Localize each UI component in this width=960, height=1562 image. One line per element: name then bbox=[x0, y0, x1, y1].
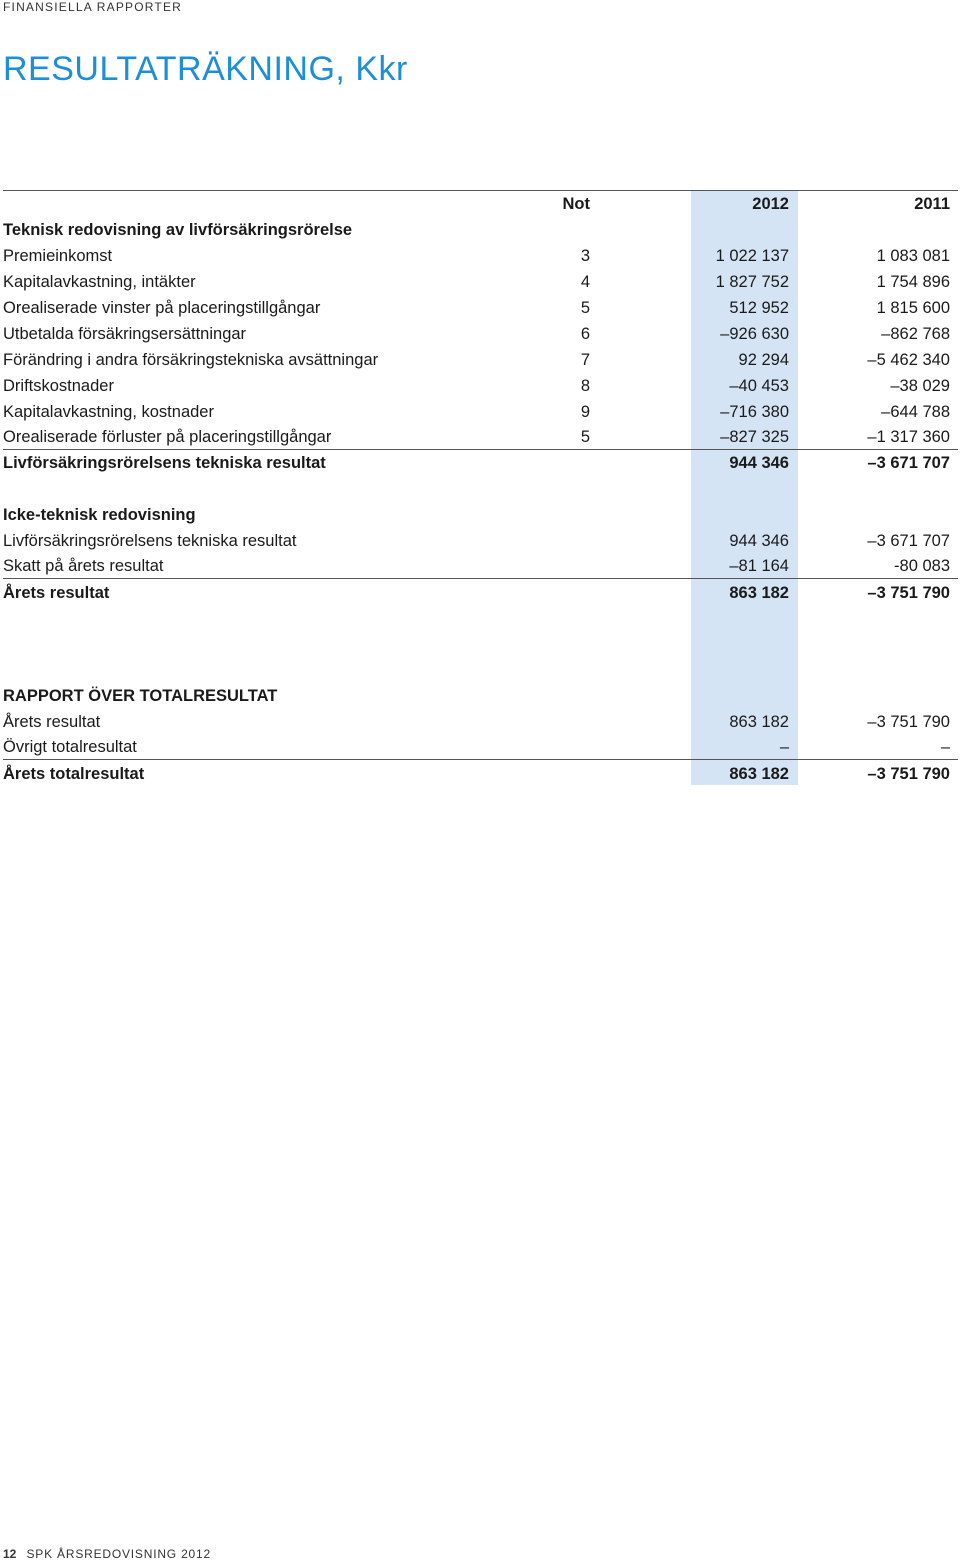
table-row bbox=[3, 424, 958, 450]
table-section-heading bbox=[3, 217, 958, 243]
row-value-2011: –3 751 790 bbox=[867, 765, 950, 783]
row-value-2012: 863 182 bbox=[729, 765, 789, 783]
row-label: Driftskostnader bbox=[3, 377, 114, 395]
table-row bbox=[3, 553, 958, 579]
row-label: RAPPORT ÖVER TOTALRESULTAT bbox=[3, 687, 278, 705]
row-not: 8 bbox=[580, 377, 590, 395]
row-value-2012: 863 182 bbox=[729, 713, 789, 731]
publication-name: SPK ÅRSREDOVISNING 2012 bbox=[26, 1547, 211, 1561]
row-label: Övrigt totalresultat bbox=[3, 738, 137, 756]
row-value-2011: –5 462 340 bbox=[867, 351, 950, 369]
table-row bbox=[3, 295, 958, 321]
row-value-2012: –81 164 bbox=[729, 557, 789, 575]
row-value-2011: –1 317 360 bbox=[867, 428, 950, 446]
row-value-2011: -80 083 bbox=[894, 557, 950, 575]
row-value-2012: –926 630 bbox=[720, 325, 789, 343]
row-label: Livförsäkringsrörelsens tekniska resultat bbox=[3, 532, 297, 550]
page-title: RESULTATRÄKNING, Kkr bbox=[3, 50, 408, 88]
table-section-heading bbox=[3, 502, 958, 528]
row-label: Icke-teknisk redovisning bbox=[3, 506, 196, 524]
table-row bbox=[3, 373, 958, 399]
row-value-2011: –3 671 707 bbox=[867, 454, 950, 472]
page-footer bbox=[3, 1547, 211, 1561]
row-value-2012: 863 182 bbox=[729, 584, 789, 602]
row-value-2011: 1 754 896 bbox=[876, 273, 950, 291]
row-value-2011: –644 788 bbox=[881, 403, 950, 421]
row-value-2012: – bbox=[779, 738, 789, 756]
row-label: Orealiserade vinster på placeringstillgångar bbox=[3, 299, 321, 317]
row-label: Utbetalda försäkringsersättningar bbox=[3, 325, 247, 343]
row-label: Årets resultat bbox=[3, 713, 101, 731]
result-row bbox=[3, 580, 958, 606]
table-row bbox=[3, 709, 958, 735]
row-label: Årets resultat bbox=[3, 584, 110, 602]
row-not: 6 bbox=[580, 325, 590, 343]
row-not: 5 bbox=[580, 299, 590, 317]
row-value-2012: 512 952 bbox=[729, 299, 789, 317]
row-not: 5 bbox=[580, 428, 590, 446]
row-not: 7 bbox=[580, 351, 590, 369]
table-section-heading bbox=[3, 683, 958, 709]
row-label: Orealiserade förluster på placeringstillgångar bbox=[3, 428, 332, 446]
page-number: 12 bbox=[3, 1547, 17, 1561]
row-label: Årets totalresultat bbox=[3, 765, 145, 783]
table-row bbox=[3, 734, 958, 760]
row-value-2011: –38 029 bbox=[890, 377, 950, 395]
table-row bbox=[3, 321, 958, 347]
row-value-2011: –862 768 bbox=[881, 325, 950, 343]
table-row bbox=[3, 243, 958, 269]
column-header-not: Not bbox=[562, 195, 590, 213]
row-value-2012: 944 346 bbox=[729, 454, 789, 472]
row-value-2012: 944 346 bbox=[729, 532, 789, 550]
total-row bbox=[3, 761, 958, 787]
subtotal-row bbox=[3, 450, 958, 476]
column-header-2012: 2012 bbox=[752, 195, 789, 213]
row-not: 3 bbox=[580, 247, 590, 265]
table-header-row bbox=[3, 191, 958, 217]
row-label: Förändring i andra försäkringstekniska avsättningar bbox=[3, 351, 379, 369]
row-label: Livförsäkringsrörelsens tekniska resultat bbox=[3, 454, 326, 472]
section-header: FINANSIELLA RAPPORTER bbox=[3, 0, 183, 14]
row-value-2012: 1 022 137 bbox=[715, 247, 789, 265]
row-value-2011: – bbox=[940, 738, 950, 756]
row-not: 9 bbox=[580, 403, 590, 421]
table-row bbox=[3, 347, 958, 373]
row-not: 4 bbox=[580, 273, 590, 291]
row-value-2011: 1 815 600 bbox=[876, 299, 950, 317]
row-value-2012: –716 380 bbox=[720, 403, 789, 421]
row-label: Teknisk redovisning av livförsäkringsrörelse bbox=[3, 221, 353, 239]
row-value-2012: 92 294 bbox=[738, 351, 789, 369]
table-row bbox=[3, 399, 958, 425]
row-label: Skatt på årets resultat bbox=[3, 557, 164, 575]
row-value-2011: –3 751 790 bbox=[867, 584, 950, 602]
row-value-2012: –827 325 bbox=[720, 428, 789, 446]
row-value-2011: –3 671 707 bbox=[867, 532, 950, 550]
row-label: Kapitalavkastning, kostnader bbox=[3, 403, 214, 421]
row-value-2011: –3 751 790 bbox=[867, 713, 950, 731]
row-label: Kapitalavkastning, intäkter bbox=[3, 273, 196, 291]
row-label: Premieinkomst bbox=[3, 247, 113, 265]
column-header-2011: 2011 bbox=[914, 195, 950, 213]
row-value-2012: –40 453 bbox=[729, 377, 789, 395]
table-row bbox=[3, 269, 958, 295]
row-value-2012: 1 827 752 bbox=[715, 273, 789, 291]
row-value-2011: 1 083 081 bbox=[876, 247, 950, 265]
table-row bbox=[3, 528, 958, 554]
